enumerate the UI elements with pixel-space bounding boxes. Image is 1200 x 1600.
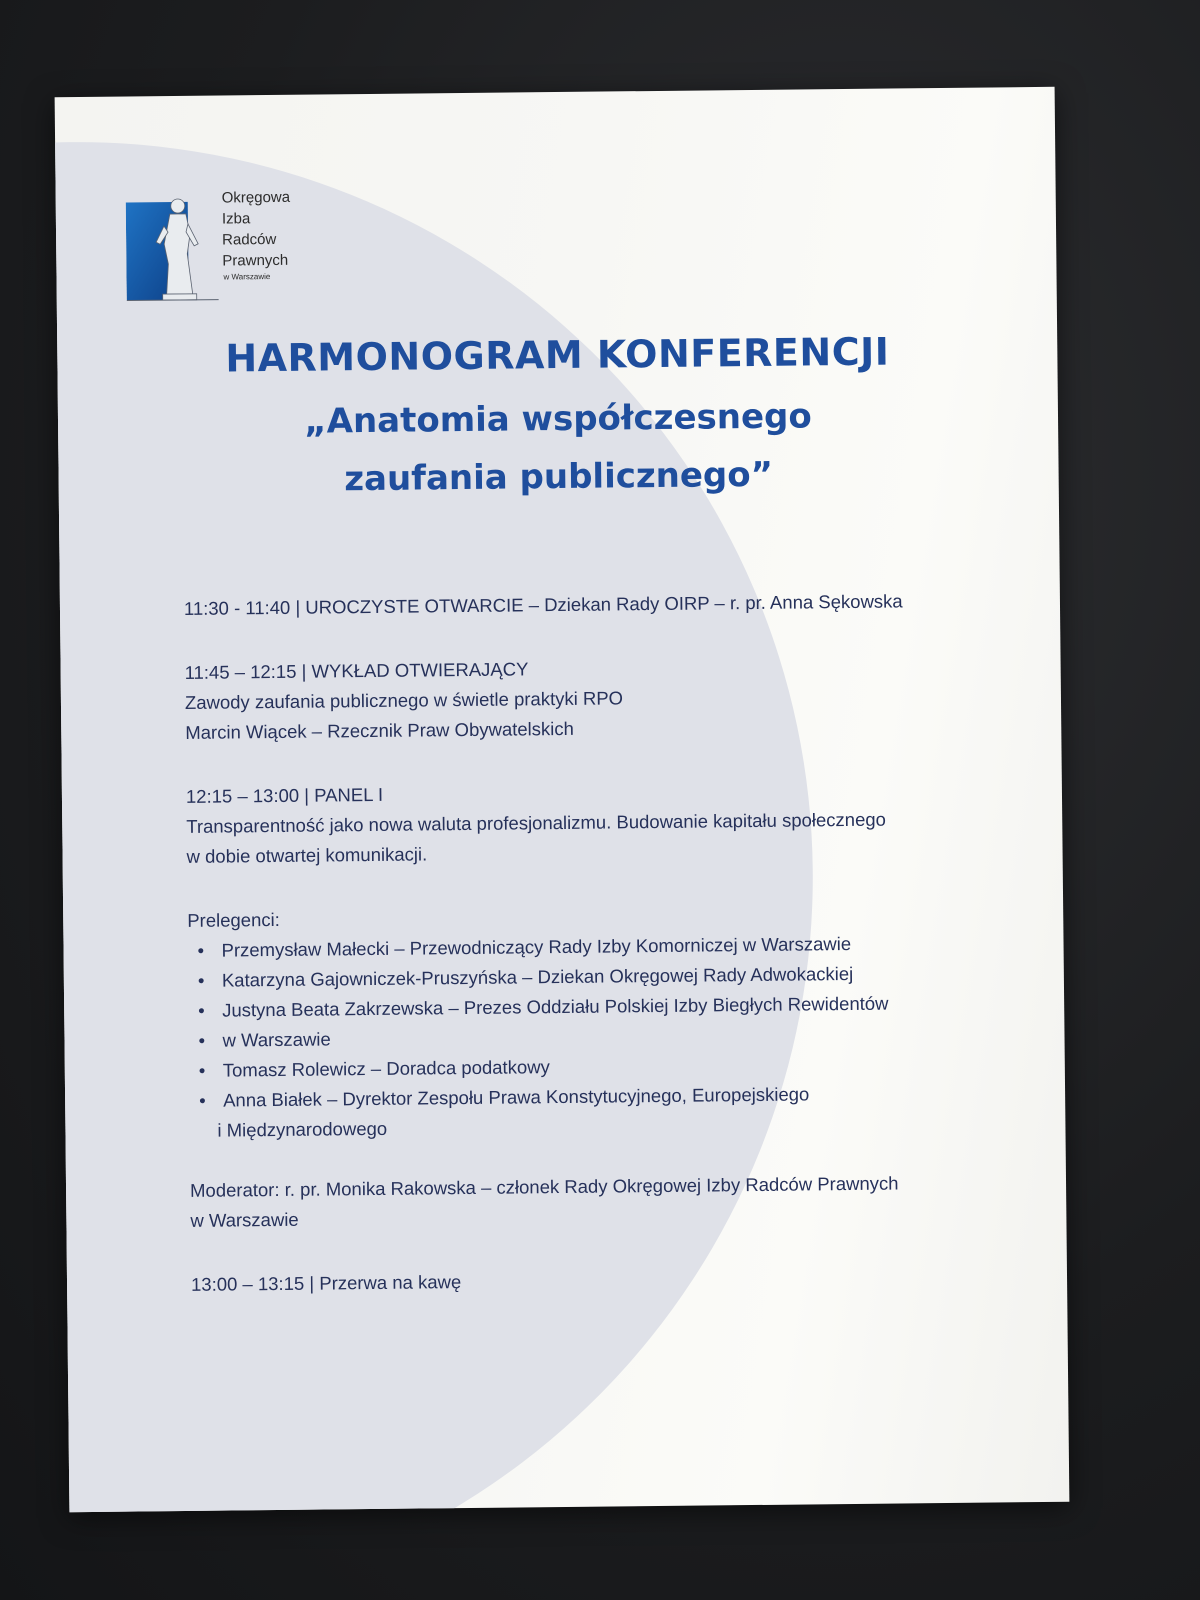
page-title: HARMONOGRAM KONFERENCJI bbox=[225, 329, 890, 381]
lecture-speaker: Marcin Wiącek – Rzecznik Praw Obywatelskich bbox=[185, 717, 574, 743]
speaker-text-continued: i Międzynarodowego bbox=[217, 1117, 388, 1141]
lecture-topic: Zawody zaufania publicznego w świetle praktyki RPO bbox=[184, 687, 624, 713]
statue-logo-icon bbox=[126, 194, 219, 303]
speaker-text: Katarzyna Gajowniczek-Pruszyńska – Dziekan Okręgowej Rady Adwokackiej bbox=[221, 962, 854, 991]
title-block bbox=[57, 325, 1059, 511]
bullet-icon: • bbox=[198, 999, 205, 1021]
moderator-line-1: Moderator: r. pr. Monika Rakowska – członek Rady Okręgowej Izby Radców Prawnych bbox=[189, 1172, 899, 1201]
logo-line: Izba bbox=[221, 210, 251, 228]
moderator-line-2: w Warszawie bbox=[190, 1208, 299, 1231]
panel-topic-line-1: Transparentność jako nowa waluta profesjonalizmu. Budowanie kapitału społecznego bbox=[186, 808, 886, 837]
speaker-text: Justyna Beata Zakrzewska – Prezes Oddziału Polskiej Izby Biegłych Rewidentów bbox=[222, 992, 889, 1021]
panel-time: 12:15 – 13:00 | PANEL I bbox=[185, 783, 384, 807]
bullet-icon: • bbox=[197, 969, 205, 991]
conference-title-line-2: zaufania publicznego” bbox=[344, 454, 774, 500]
printed-page bbox=[55, 87, 1070, 1512]
speaker-text: Przemysław Małecki – Przewodniczący Rady Izby Komorniczej w Warszawie bbox=[221, 932, 852, 961]
coffee-break: 13:00 – 13:15 | Przerwa na kawę bbox=[190, 1271, 462, 1295]
oirp-logo bbox=[126, 182, 327, 304]
bullet-icon: • bbox=[199, 1089, 206, 1111]
opening-item: 11:30 - 11:40 | UROCZYSTE OTWARCIE – Dziekan Rady OIRP – r. pr. Anna Sękowska bbox=[183, 590, 903, 619]
bullet-icon: • bbox=[197, 939, 205, 961]
panel-topic-line-2: w dobie otwartej komunikacji. bbox=[186, 843, 428, 867]
logo-text bbox=[222, 187, 291, 284]
schedule bbox=[184, 586, 991, 1300]
lecture-time: 11:45 – 12:15 | WYKŁAD OTWIERAJĄCY bbox=[184, 658, 529, 683]
logo-line: Okręgowa bbox=[221, 188, 291, 207]
logo-line: Radców bbox=[222, 230, 277, 249]
list-item bbox=[189, 1078, 990, 1146]
conference-title-line-1: „Anatomia współczesnego bbox=[304, 396, 812, 442]
bullet-icon: • bbox=[198, 1029, 206, 1051]
speaker-text: Anna Białek – Dyrektor Zespołu Prawa Konstytucyjnego, Europejskiego bbox=[223, 1083, 810, 1111]
logo-small-line: w Warszawie bbox=[223, 272, 271, 282]
speaker-text: Tomasz Rolewicz – Doradca podatkowy bbox=[222, 1056, 550, 1081]
logo-line: Prawnych bbox=[222, 251, 289, 270]
speaker-text: w Warszawie bbox=[222, 1028, 331, 1051]
speakers-label: Prelegenci: bbox=[187, 908, 280, 931]
speakers-list bbox=[187, 928, 989, 1146]
bullet-icon: • bbox=[198, 1059, 206, 1081]
conference-title bbox=[58, 385, 1059, 511]
